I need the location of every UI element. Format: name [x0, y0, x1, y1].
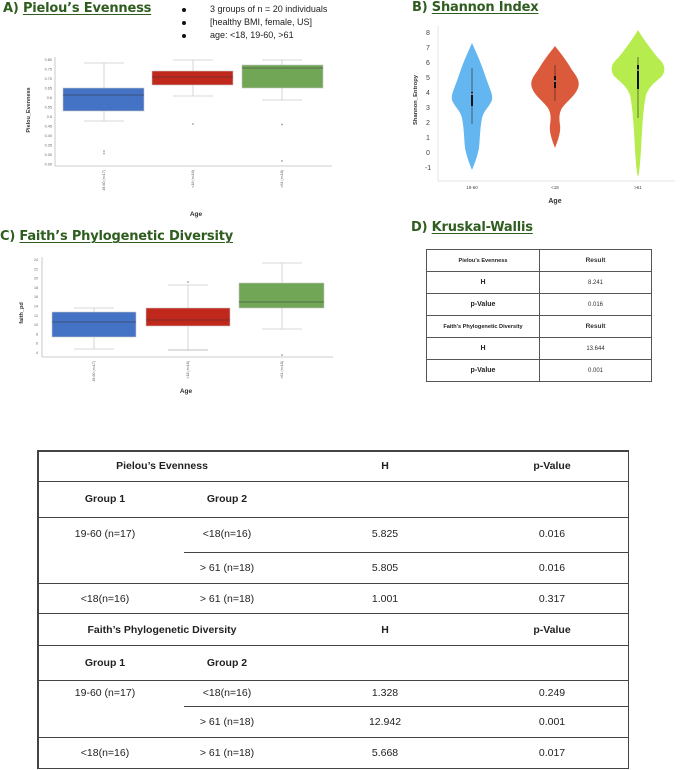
svg-text:0.55: 0.55	[44, 105, 52, 110]
panel-c-title	[0, 229, 233, 244]
section-metric-pielou: Pielou’s Evenness	[116, 460, 208, 472]
svg-text:0.5: 0.5	[46, 115, 52, 119]
svg-text:0.35: 0.35	[44, 143, 52, 148]
kw-label: p-Value	[427, 294, 540, 316]
svg-text:1: 1	[426, 135, 430, 142]
p-value-cell: 0.249	[538, 687, 566, 699]
p-value-cell: 0.317	[538, 593, 566, 605]
svg-text:0.6: 0.6	[46, 96, 52, 100]
svg-text:>61 (n=18): >61 (n=18)	[280, 361, 284, 379]
h-column-header: H	[381, 624, 389, 636]
svg-text:<18 (n=16): <18 (n=16)	[186, 361, 190, 379]
group2-column-header: Group 2	[206, 657, 248, 669]
h-cell: 5.825	[371, 528, 399, 540]
group1-cell: <18(n=16)	[80, 747, 130, 759]
svg-text:22: 22	[34, 267, 38, 272]
shannon-violin-plot	[400, 0, 685, 215]
h-cell: 12.942	[368, 716, 402, 728]
panel-a-letter: A)	[3, 1, 19, 16]
shannon-x-ticks	[466, 185, 642, 190]
svg-text:14: 14	[34, 304, 38, 309]
svg-text:6: 6	[36, 341, 38, 346]
h-cell: 5.668	[371, 747, 399, 759]
faith-box-under-18	[146, 281, 230, 350]
kw-value: 13.644	[540, 338, 652, 360]
panel-b-letter: B)	[412, 0, 428, 15]
faith-box-over-61	[239, 263, 324, 356]
faith-x-ticks	[92, 361, 284, 382]
svg-text:0.80: 0.80	[44, 58, 52, 62]
svg-text:>61 (n=18): >61 (n=18)	[280, 170, 284, 188]
svg-text:0: 0	[426, 150, 430, 157]
kw-label: p-Value	[427, 360, 540, 382]
faith-y-label: faith_pd	[19, 302, 25, 324]
panel-b-title-text: Shannon Index	[431, 0, 539, 15]
svg-text:24: 24	[34, 258, 38, 262]
svg-text:3: 3	[426, 105, 430, 112]
group1-column-header: Group 1	[84, 657, 126, 669]
svg-text:7: 7	[426, 45, 430, 52]
svg-text:18: 18	[34, 285, 38, 290]
svg-text:5: 5	[426, 75, 430, 82]
pielou-box-under-18	[152, 60, 233, 125]
faith-pd-boxplot	[0, 245, 345, 400]
panel-a-title-text: Pielou’s Evenness	[22, 1, 152, 16]
h-column-header: H	[381, 460, 389, 472]
faith-y-ticks	[34, 258, 38, 355]
faith-box-19-60	[52, 308, 136, 349]
pielou-y-ticks	[45, 58, 52, 167]
svg-text:0.40: 0.40	[44, 134, 52, 138]
group2-cell: <18(n=16)	[202, 528, 252, 540]
panel-d-title	[411, 220, 533, 235]
h-cell: 1.328	[371, 687, 399, 699]
svg-text:2: 2	[426, 120, 430, 127]
svg-text:0.30: 0.30	[44, 153, 52, 157]
group1-cell: 19-60 (n=17)	[74, 528, 136, 540]
pielou-boxplot	[0, 0, 345, 225]
table-row	[427, 272, 652, 294]
p-value-cell: 0.016	[538, 528, 566, 540]
bullet-text: [healthy BMI, female, US]	[210, 17, 313, 27]
svg-text:0.00: 0.00	[44, 162, 52, 167]
pielou-box-over-61	[242, 60, 323, 162]
group2-column-header: Group 2	[206, 493, 248, 505]
panel-c-letter: C)	[0, 229, 16, 244]
shannon-violin-19-60	[452, 43, 492, 170]
svg-text:19-60 (n=17): 19-60 (n=17)	[102, 170, 106, 191]
panel-d-letter: D)	[411, 220, 428, 235]
svg-text:8: 8	[426, 30, 430, 37]
table-row	[427, 250, 652, 272]
group2-cell: > 61 (n=18)	[199, 716, 255, 728]
svg-text:19-60: 19-60	[466, 185, 478, 190]
kw-value: 8.241	[540, 272, 652, 294]
bullet-text: 3 groups of n = 20 individuals	[210, 4, 328, 14]
svg-text:<18: <18	[551, 185, 559, 190]
group2-cell: <18(n=16)	[202, 687, 252, 699]
svg-text:6: 6	[426, 60, 430, 67]
shannon-y-label: Shannon_Entropy	[413, 75, 419, 125]
svg-text:0.75: 0.75	[44, 67, 52, 72]
group1-column-header: Group 1	[84, 493, 126, 505]
svg-text:4: 4	[426, 90, 430, 97]
bullet-text: age: <18, 19-60, >61	[210, 30, 294, 40]
shannon-x-label: Age	[548, 198, 562, 205]
kw-value: Result	[540, 316, 652, 338]
p-value-cell: 0.016	[538, 562, 566, 574]
kw-label: Pielou's Evenness	[427, 250, 540, 272]
pairwise-kruskal-wallis-table	[37, 450, 629, 769]
kw-value: 0.016	[540, 294, 652, 316]
svg-text:19-60 (n=17): 19-60 (n=17)	[92, 361, 96, 382]
table-row	[427, 316, 652, 338]
p-value-column-header: p-Value	[533, 624, 571, 636]
shannon-y-ticks	[425, 30, 431, 172]
panel-d-title-text: Kruskal-Wallis	[431, 220, 533, 235]
pielou-box-19-60	[63, 63, 144, 154]
svg-text:0.65: 0.65	[44, 86, 52, 91]
svg-text:<18 (n=16): <18 (n=16)	[191, 170, 195, 188]
h-cell: 5.805	[371, 562, 399, 574]
table-row	[427, 338, 652, 360]
svg-text:4: 4	[36, 351, 38, 355]
kw-label: H	[427, 338, 540, 360]
svg-text:8: 8	[36, 332, 38, 337]
kw-value: Result	[540, 250, 652, 272]
pielou-y-label: Pielou_Evenness	[26, 87, 32, 133]
panel-c-title-text: Faith’s Phylogenetic Diversity	[19, 229, 234, 244]
kw-label: Faith's Phylogenetic Diversity	[427, 316, 540, 338]
p-value-cell: 0.017	[538, 747, 566, 759]
svg-text:20: 20	[34, 276, 38, 281]
shannon-violin-over-61	[612, 30, 665, 177]
pielou-x-ticks	[102, 170, 284, 191]
svg-text:0.45: 0.45	[44, 124, 52, 129]
group2-cell: > 61 (n=18)	[199, 593, 255, 605]
svg-text:-1: -1	[424, 165, 432, 172]
kw-value: 0.001	[540, 360, 652, 382]
group1-cell: 19-60 (n=17)	[74, 687, 136, 699]
kw-label: H	[427, 272, 540, 294]
group1-cell: <18(n=16)	[80, 593, 130, 605]
svg-text:16: 16	[34, 295, 38, 300]
section-metric-faith: Faith’s Phylogenetic Diversity	[87, 624, 237, 636]
p-value-column-header: p-Value	[533, 460, 571, 472]
p-value-cell: 0.001	[538, 716, 566, 728]
svg-text:0.70: 0.70	[44, 77, 52, 81]
pielou-x-label: Age	[189, 211, 203, 218]
group2-cell: > 61 (n=18)	[199, 562, 255, 574]
svg-text:10: 10	[34, 323, 38, 328]
table-row	[427, 360, 652, 382]
faith-x-label: Age	[179, 388, 193, 395]
group2-cell: > 61 (n=18)	[199, 747, 255, 759]
table-row	[427, 294, 652, 316]
h-cell: 1.001	[371, 593, 399, 605]
svg-text:>61: >61	[634, 185, 642, 190]
shannon-violin-under-18	[531, 46, 579, 148]
kruskal-wallis-table	[426, 249, 652, 382]
svg-text:12: 12	[34, 313, 38, 318]
